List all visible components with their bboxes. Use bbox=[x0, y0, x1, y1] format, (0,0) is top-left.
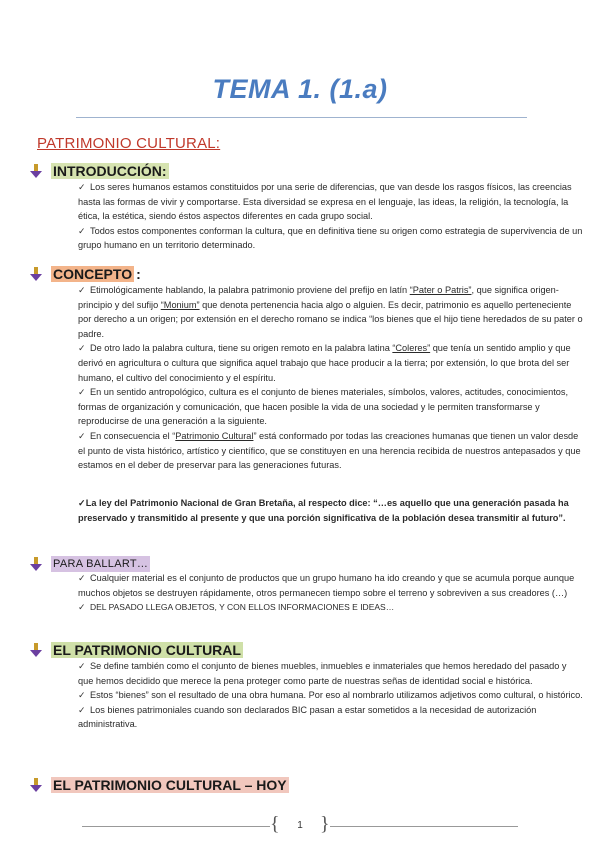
section-patrimonio-body bbox=[63, 659, 583, 732]
section-ballart-heading bbox=[29, 556, 150, 572]
checkmark-icon: ✓ bbox=[78, 498, 86, 508]
title-underline-rule bbox=[76, 117, 527, 118]
checkmark-icon: ✓ bbox=[78, 182, 86, 192]
checkmark-icon: ✓ bbox=[78, 661, 86, 671]
key-term: Patrimonio Cultural bbox=[175, 430, 254, 441]
list-item: ✓ En consecuencia el “Patrimonio Cultural” está conformado por todas las creaciones humanas que tienen un valor desde el punto de vista histórico, artístico y científico, que se constituyen en una herencia recibida de nuestros antepasados y que estamos en el deber de preservar para las generaciones futuras. bbox=[78, 430, 581, 471]
arrow-down-bullet-icon bbox=[29, 556, 45, 572]
checkmark-icon: ✓ bbox=[78, 285, 86, 295]
checkmark-icon: ✓ bbox=[78, 430, 86, 441]
list-item: ✓ Los seres humanos estamos constituidos por una serie de diferencias, que van desde los rasgos físicos, las creencias hasta las formas de vivir y comportarse. Esta diversidad se expresa en el lenguaje, las ideas, la religión, la tecnología, la ética, la estética, siendo éstos aspectos diferentes en cada grupo social. bbox=[78, 182, 572, 222]
list-item: ✓ Etimológicamente hablando, la palabra patrimonio proviene del prefijo en latín “Pater o Patris”, que significa origen-principio y del sufijo “Monium” que denota pertenencia hacia algo o alguien. Es decir, patrimonio es aquello perteneciente por derecho a un origen; por extensión en el derecho romano se indica “los bienes que el hijo tiene heredados de su pater o padre. bbox=[78, 285, 583, 339]
list-item: ✓ De otro lado la palabra cultura, tiene su origen remoto en la palabra latina “Coleres” que tenía un sentido amplio y que derivó en agricultura o cultura que significa aquel trabajo que hace producir a la tierra; por extensión, lo que brota del ser humano, el cultivo del conocimiento y el espíritu. bbox=[78, 343, 571, 383]
section-patrimonio-heading bbox=[29, 642, 243, 658]
section-concepto-body bbox=[63, 283, 583, 473]
section-heading-label: PARA BALLART… bbox=[53, 558, 149, 570]
footer-left-brace: { bbox=[270, 813, 280, 835]
checkmark-icon: ✓ bbox=[78, 573, 86, 583]
list-item: ✓ Cualquier material es el conjunto de productos que un grupo humano ha ido creando y que se acumula porque aunque muchos objetos se destruyen rápidamente, otros permanecen tiempo sobre el terreno y sobreviven a sus creadores (…) bbox=[78, 573, 575, 598]
section-heading-label: CONCEPTO bbox=[53, 266, 133, 282]
checkmark-icon: ✓ bbox=[78, 704, 86, 715]
latin-term: “Coleres” bbox=[392, 343, 431, 354]
list-item: ✓ En un sentido antropológico, cultura es el conjunto de bienes materiales, símbolos, valores, actitudes, conocimientos, formas de organización y comunicación, que hacen posible la vida de una sociedad y le permiten transformarse y reproducirse de una generación a la siguiente. bbox=[78, 387, 569, 427]
latin-term: “Pater o Patris” bbox=[409, 285, 472, 295]
section-intro-body bbox=[63, 180, 583, 253]
section-heading-label: EL PATRIMONIO CULTURAL bbox=[53, 642, 241, 658]
section-concepto-quote bbox=[63, 496, 583, 525]
list-item: ✓ Los bienes patrimoniales cuando son declarados BIC pasan a estar sometidos a la necesidad de autorización administrativa. bbox=[78, 704, 537, 730]
section-concepto-heading bbox=[29, 266, 143, 282]
section-hoy-heading bbox=[29, 777, 289, 793]
footer-right-brace: } bbox=[320, 813, 330, 835]
latin-term: “Monium” bbox=[160, 299, 200, 310]
page-number: 1 bbox=[297, 820, 303, 831]
checkmark-icon: ✓ bbox=[78, 343, 86, 354]
list-item: ✓ Todos estos componentes conforman la cultura, que en definitiva tiene su origen como estrategia de supervivencia de un grupo humano en un territorio determinado. bbox=[78, 225, 583, 251]
checkmark-icon: ✓ bbox=[78, 225, 86, 236]
arrow-down-bullet-icon bbox=[29, 163, 45, 179]
page-title: TEMA 1. (1.a) bbox=[212, 74, 388, 104]
section-heading-label: EL PATRIMONIO CULTURAL – HOY bbox=[53, 777, 287, 793]
page-subtitle: PATRIMONIO CULTURAL: bbox=[37, 135, 221, 152]
section-ballart-body bbox=[63, 571, 583, 615]
checkmark-icon: ✓ bbox=[78, 387, 86, 398]
list-item: ✓ DEL PASADO LLEGA OBJETOS, Y CON ELLOS INFORMACIONES E IDEAS… bbox=[63, 600, 583, 615]
list-item: ✓ Se define también como el conjunto de bienes muebles, inmuebles e inmateriales que hemos heredado del pasado y que hemos decidido que merece la pena proteger como parte de nuestras señas de identidad social e histórica. bbox=[78, 661, 567, 686]
checkmark-icon: ✓ bbox=[78, 602, 86, 613]
section-heading-colon: : bbox=[136, 266, 141, 282]
arrow-down-bullet-icon bbox=[29, 777, 45, 793]
checkmark-icon: ✓ bbox=[78, 690, 86, 701]
list-item: ✓La ley del Patrimonio Nacional de Gran Bretaña, al respecto dice: “…es aquello que una generación pasada ha preservado y transmitido al presente y que una porción significativa de la población desea transmitir al futuro”. bbox=[78, 498, 569, 523]
section-intro-heading bbox=[29, 163, 169, 179]
list-item: ✓ Estos “bienes” son el resultado de una obra humana. Por eso al nombrarlo utilizamos adjetivos como cultural, o histórico. bbox=[63, 688, 583, 703]
arrow-down-bullet-icon bbox=[29, 642, 45, 658]
section-heading-label: INTRODUCCIÓN: bbox=[53, 163, 167, 179]
arrow-down-bullet-icon bbox=[29, 266, 45, 282]
